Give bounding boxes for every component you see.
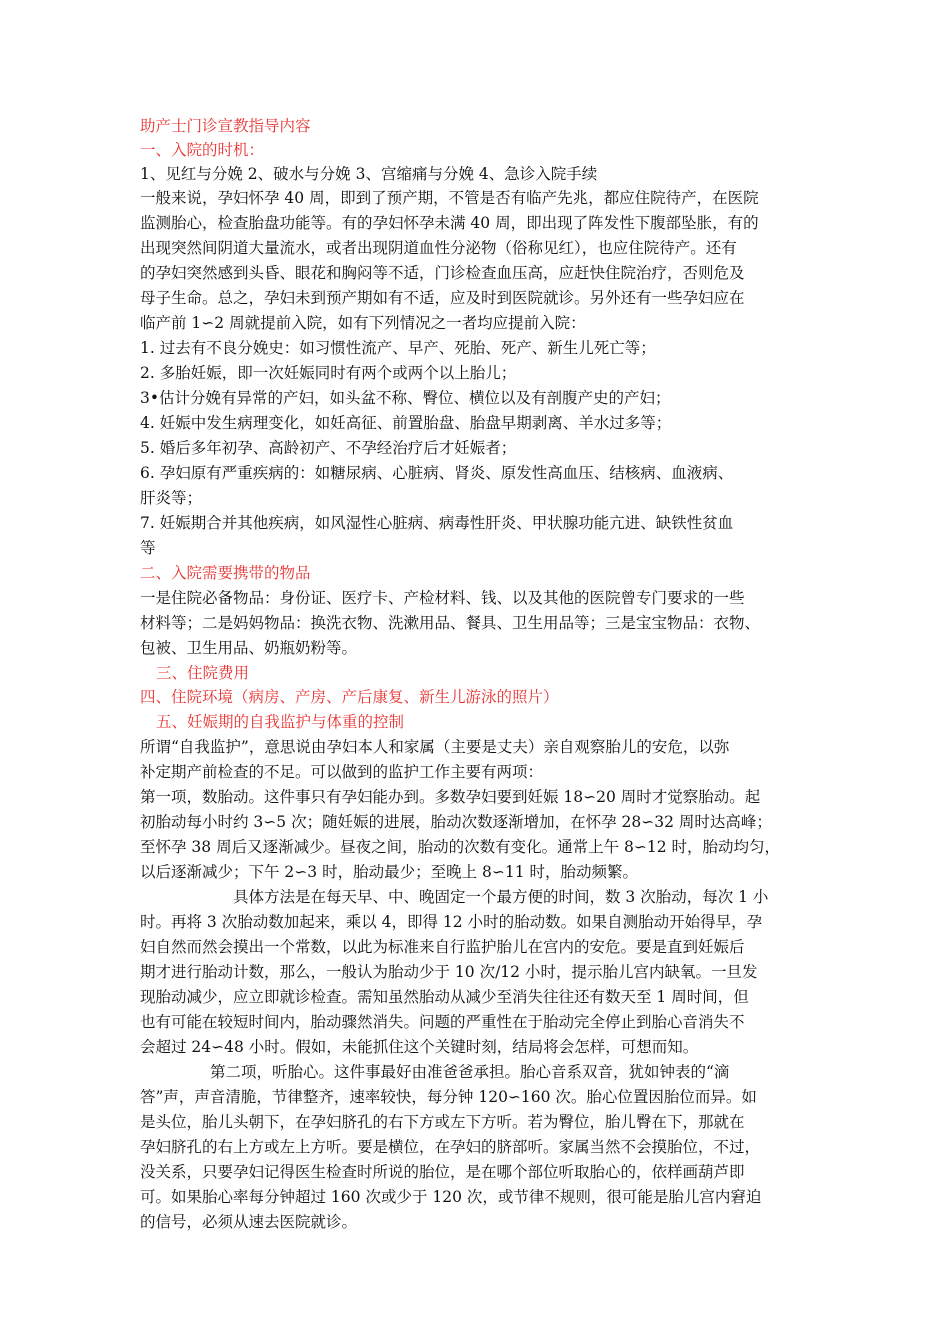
- section-5-paragraph-line: 的信号，必须从速去医院就诊。: [140, 1213, 358, 1231]
- section-5-paragraph-line: 没关系，只要孕妇记得医生检查时所说的胎位，是在哪个部位听取胎心的，依样画葫芦即: [140, 1163, 745, 1181]
- section-5-paragraph-line: 会超过 24∽48 小时。假如，未能抓住这个关键时刻，结局将会怎样，可想而知。: [140, 1038, 699, 1056]
- section-5-paragraph-line: 补定期产前检查的不足。可以做到的监护工作主要有两项：: [140, 763, 544, 781]
- section-1-subtopics: 1、见红与分娩 2、破水与分娩 3、宫缩痛与分娩 4、急诊入院手续: [140, 165, 598, 183]
- section-1-heading: 一、入院的时机：: [140, 141, 265, 159]
- section-3-heading: 三、住院费用: [156, 664, 250, 682]
- section-2-heading: 二、入院需要携带的物品: [140, 564, 311, 582]
- section-5-paragraph-line: 孕妇脐孔的右上方或左上方听。要是横位，在孕妇的脐部听。家属当然不会摸胎位，不过，: [140, 1138, 761, 1156]
- section-5-paragraph-line: 所谓“自我监护”，意思说由孕妇本人和家属（主要是丈夫）亲自观察胎儿的安危，以弥: [140, 738, 730, 756]
- section-1-paragraph-line: 一般来说，孕妇怀孕 40 周，即到了预产期，不管是否有临产先兆，都应住院待产，在医院: [140, 189, 759, 207]
- section-5-paragraph-line: 第二项，听胎心。这件事最好由准爸爸承担。胎心音系双音，犹如钟表的“滴: [210, 1063, 730, 1081]
- section-1-paragraph-line: 监测胎心，检查胎盘功能等。有的孕妇怀孕未满 40 周，即出现了阵发性下腹部坠胀，有的: [140, 214, 759, 232]
- section-5-paragraph-line: 也有可能在较短时间内，胎动骤然消失。问题的严重性在于胎动完全停止到胎心音消失不: [140, 1013, 745, 1031]
- section-5-paragraph-line: 答”声，声音清脆，节律整齐，速率较快，每分钟 120∽160 次。胎心位置因胎位而异。如: [140, 1088, 757, 1106]
- section-2-paragraph-line: 一是住院必备物品：身份证、医疗卡、产检材料、钱、以及其他的医院曾专门要求的一些: [140, 589, 745, 607]
- section-1-paragraph-line: 母子生命。总之，孕妇未到预产期如有不适，应及时到医院就诊。另外还有一些孕妇应在: [140, 289, 745, 307]
- list-item: 6. 孕妇原有严重疾病的：如糖尿病、心脏病、肾炎、原发性高血压、结核病、血液病、: [140, 464, 734, 482]
- list-item: 2. 多胎妊娠，即一次妊娠同时有两个或两个以上胎儿；: [140, 364, 517, 382]
- list-item: 3•估计分娩有异常的产妇，如头盆不称、臀位、横位以及有剖腹产史的产妇；: [140, 389, 671, 407]
- list-item: 5. 婚后多年初孕、高龄初产、不孕经治疗后才妊娠者；: [140, 439, 517, 457]
- section-1-paragraph-line: 的孕妇突然感到头昏、眼花和胸闷等不适，门诊检查血压高，应赶快住院治疗，否则危及: [140, 264, 745, 282]
- section-5-paragraph-line: 时。再将 3 次胎动数加起来，乘以 4，即得 12 小时的胎动数。如果自测胎动开始得早，孕: [140, 913, 763, 931]
- section-5-paragraph-line: 具体方法是在每天早、中、晚固定一个最方便的时间，数 3 次胎动，每次 1 小: [233, 888, 769, 906]
- section-1-paragraph-line: 出现突然间阴道大量流水，或者出现阴道血性分泌物（俗称见红），也应住院待产。还有: [140, 239, 737, 257]
- section-5-paragraph-line: 现胎动减少，应立即就诊检查。需知虽然胎动从减少至消失往往还有数天至 1 周时间，但: [140, 988, 749, 1006]
- section-4-heading: 四、住院环境（病房、产房、产后康复、新生儿游泳的照片）: [140, 688, 559, 706]
- section-2-paragraph-line: 包被、卫生用品、奶瓶奶粉等。: [140, 639, 358, 657]
- list-item: 1. 过去有不良分娩史：如习惯性流产、早产、死胎、死产、新生儿死亡等；: [140, 339, 656, 357]
- doc-title: 助产士门诊宣教指导内容: [140, 117, 311, 135]
- list-item: 4. 妊娠中发生病理变化，如妊高征、前置胎盘、胎盘早期剥离、羊水过多等；: [140, 414, 672, 432]
- section-2-paragraph-line: 材料等；二是妈妈物品：换洗衣物、洗漱用品、餐具、卫生用品等；三是宝宝物品：衣物、: [140, 614, 761, 632]
- section-5-paragraph-line: 第一项，数胎动。这件事只有孕妇能办到。多数孕妇要到妊娠 18∽20 周时才觉察胎动。起: [140, 788, 761, 806]
- list-item-continuation: 等: [140, 539, 156, 557]
- section-5-paragraph-line: 期才进行胎动计数，那么，一般认为胎动少于 10 次/12 小时，提示胎儿宫内缺氧。一旦发: [140, 963, 758, 981]
- section-5-paragraph-line: 以后逐渐减少；下午 2∽3 时，胎动最少；至晚上 8∽11 时，胎动频繁。: [140, 863, 638, 881]
- section-5-paragraph-line: 至怀孕 38 周后又逐渐减少。昼夜之间，胎动的次数有变化。通常上午 8∽12 时，胎动均匀，: [140, 838, 781, 856]
- section-1-paragraph-line: 临产前 1∽2 周就提前入院，如有下列情况之一者均应提前入院：: [140, 314, 586, 332]
- section-5-paragraph-line: 妇自然而然会摸出一个常数，以此为标准来自行监护胎儿在宫内的安危。要是直到妊娠后: [140, 938, 745, 956]
- section-5-heading: 五、妊娠期的自我监护与体重的控制: [156, 713, 405, 731]
- list-item: 7. 妊娠期合并其他疾病，如风湿性心脏病、病毒性肝炎、甲状腺功能亢进、缺铁性贫血: [140, 514, 734, 532]
- list-item-continuation: 肝炎等；: [140, 489, 203, 507]
- section-5-paragraph-line: 可。如果胎心率每分钟超过 160 次或少于 120 次，或节律不规则，很可能是胎儿宫内窘迫: [140, 1188, 762, 1206]
- section-5-paragraph-line: 是头位，胎儿头朝下，在孕妇脐孔的右下方或左下方听。若为臀位，胎儿臀在下，那就在: [140, 1113, 745, 1131]
- section-5-paragraph-line: 初胎动每小时约 3∽5 次；随妊娠的进展，胎动次数逐渐增加，在怀孕 28∽32 周时达高峰；: [140, 813, 772, 831]
